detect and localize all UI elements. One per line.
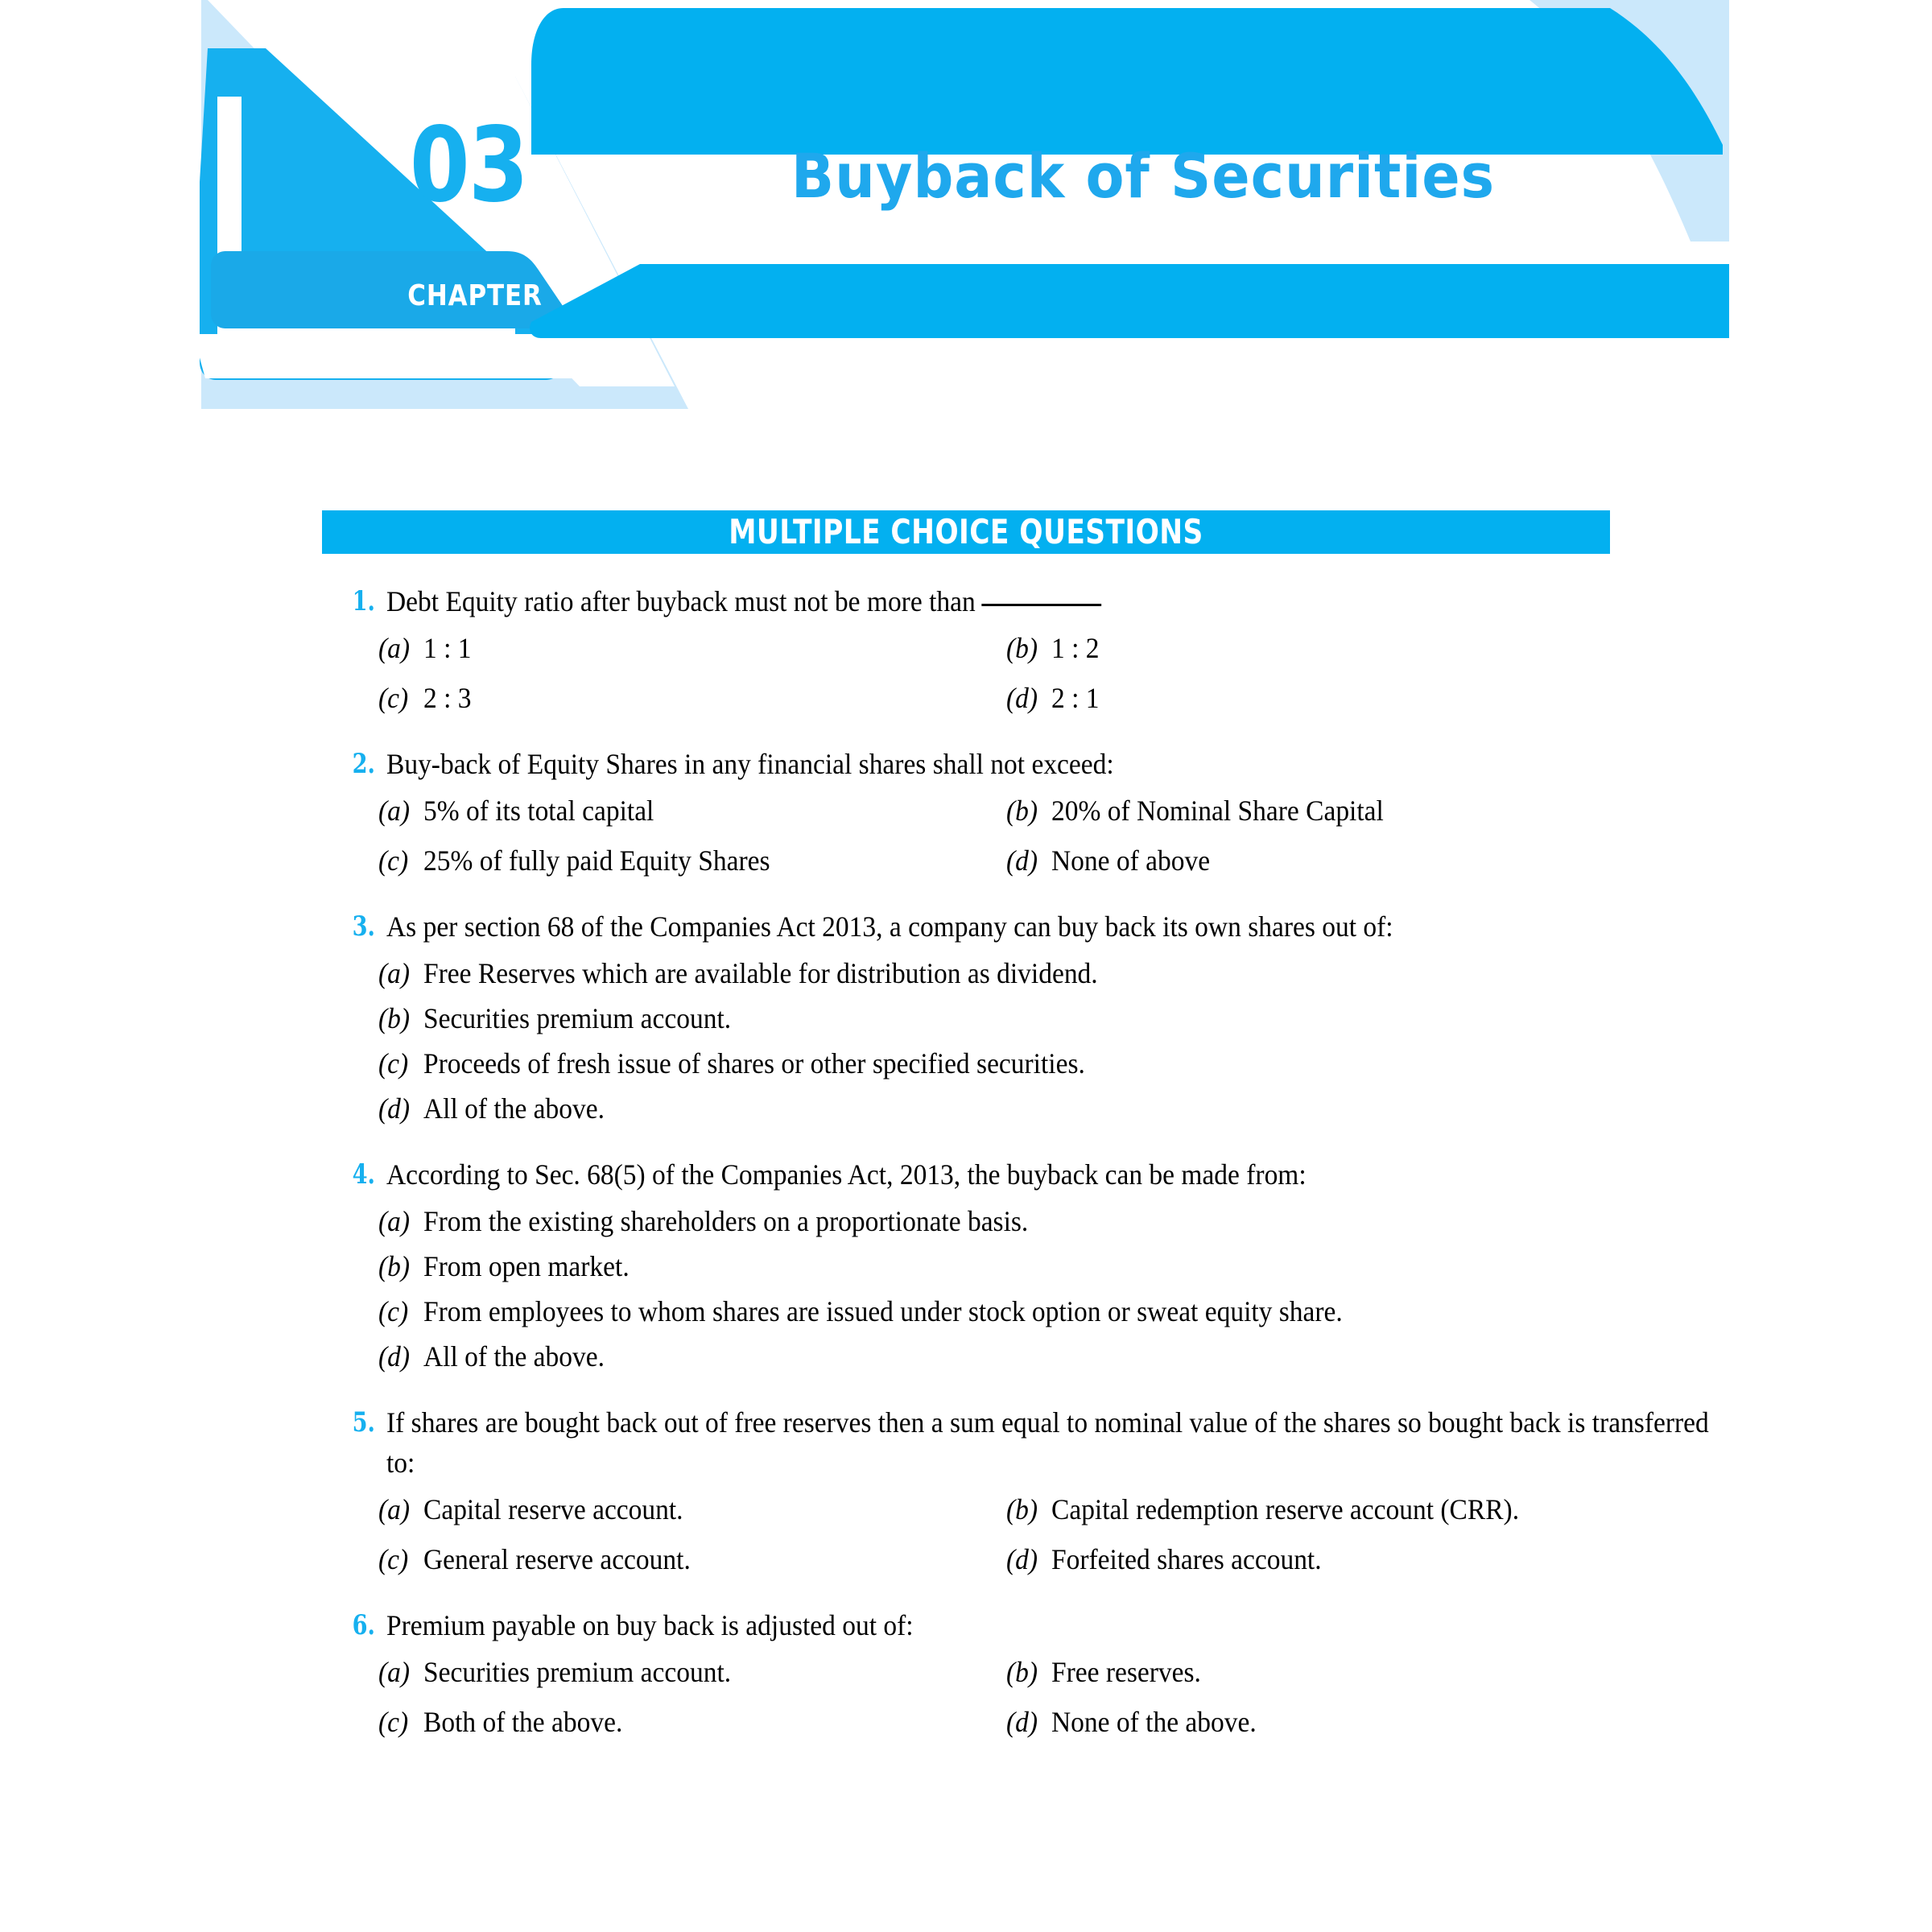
- option-letter: (c): [378, 1295, 409, 1327]
- mcq-option[interactable]: [378, 1290, 1835, 1333]
- option-letter: (b): [1006, 1493, 1038, 1525]
- mcq-option[interactable]: [1006, 1700, 1835, 1744]
- mcq-question: [0, 1402, 1932, 1581]
- option-text: Capital reserve account.: [423, 1493, 683, 1525]
- mcq-option[interactable]: [378, 1488, 1006, 1531]
- question-number: 6.: [352, 1609, 375, 1641]
- option-text: From employees to whom shares are issued under stock option or sweat equity share.: [423, 1295, 1343, 1327]
- option-letter: (c): [378, 682, 409, 714]
- mcq-option[interactable]: [378, 997, 1835, 1040]
- option-text: Free reserves.: [1051, 1656, 1201, 1688]
- option-text: Forfeited shares account.: [1051, 1543, 1322, 1575]
- mcq-option[interactable]: [378, 1650, 1006, 1694]
- option-letter: (d): [1006, 844, 1038, 877]
- question-header: [0, 1154, 1932, 1195]
- option-group: [0, 952, 1932, 1130]
- mcq-option[interactable]: [378, 1199, 1835, 1243]
- banner-graphic: [0, 0, 1932, 451]
- mcq-option[interactable]: [1006, 839, 1835, 882]
- mcq-list: [0, 581, 1932, 1768]
- option-text: 1 : 2: [1051, 632, 1100, 664]
- option-text: From open market.: [423, 1250, 630, 1282]
- option-letter: (d): [378, 1092, 411, 1125]
- option-text: Securities premium account.: [423, 1656, 732, 1688]
- question-header: [0, 1605, 1932, 1645]
- option-letter: (c): [378, 1543, 409, 1575]
- question-number: 1.: [352, 585, 375, 617]
- question-text: According to Sec. 68(5) of the Companies Act, 2013, the buyback can be made from:: [386, 1158, 1307, 1191]
- mcq-option[interactable]: [378, 1245, 1835, 1288]
- question-text: If shares are bought back out of free reserves then a sum equal to nominal value of the shares so bought back is transferred to:: [386, 1406, 1709, 1479]
- mcq-option[interactable]: [1006, 1488, 1835, 1531]
- option-text: 2 : 1: [1051, 682, 1100, 714]
- question-text: As per section 68 of the Companies Act 2013, a company can buy back its own shares out of:: [386, 910, 1393, 943]
- page-title: Buyback of Securities: [791, 140, 1496, 212]
- option-text: Capital redemption reserve account (CRR).: [1051, 1493, 1520, 1525]
- question-number: 5.: [352, 1406, 375, 1439]
- option-text: Proceeds of fresh issue of shares or other specified securities.: [423, 1047, 1085, 1080]
- answer-blank: [981, 604, 1101, 606]
- mcq-option[interactable]: [378, 839, 1006, 882]
- mcq-question: [0, 1605, 1932, 1744]
- banner-bottom-bar: [530, 264, 1729, 338]
- mcq-option[interactable]: [378, 789, 1006, 832]
- option-letter: (d): [378, 1340, 411, 1373]
- question-text: Premium payable on buy back is adjusted out of:: [386, 1609, 914, 1641]
- question-header: [0, 744, 1932, 784]
- option-text: Both of the above.: [423, 1706, 623, 1738]
- option-letter: (c): [378, 844, 409, 877]
- option-letter: (b): [378, 1002, 411, 1034]
- question-header: [0, 906, 1932, 947]
- question-number: 4.: [352, 1158, 375, 1191]
- option-text: From the existing shareholders on a proportionate basis.: [423, 1205, 1029, 1237]
- option-letter: (d): [1006, 1543, 1038, 1575]
- question-header: [0, 581, 1932, 621]
- section-band: [322, 510, 1610, 554]
- option-text: All of the above.: [423, 1340, 605, 1373]
- question-text: Buy-back of Equity Shares in any financial shares shall not exceed:: [386, 748, 1114, 780]
- chapter-banner: [0, 0, 1932, 451]
- question-number: 3.: [352, 910, 375, 943]
- mcq-option[interactable]: [378, 626, 1006, 670]
- option-text: General reserve account.: [423, 1543, 691, 1575]
- option-letter: (a): [378, 795, 411, 827]
- option-letter: (d): [1006, 682, 1038, 714]
- option-letter: (d): [1006, 1706, 1038, 1738]
- mcq-option[interactable]: [378, 1042, 1835, 1085]
- option-text: Free Reserves which are available for distribution as dividend.: [423, 957, 1098, 989]
- mcq-option[interactable]: [1006, 676, 1835, 720]
- option-group: [0, 626, 1932, 720]
- chapter-label: CHAPTER: [407, 279, 543, 312]
- option-text: 2 : 3: [423, 682, 472, 714]
- option-letter: (b): [378, 1250, 411, 1282]
- option-text: 25% of fully paid Equity Shares: [423, 844, 770, 877]
- option-letter: (b): [1006, 1656, 1038, 1688]
- option-text: 5% of its total capital: [423, 795, 654, 827]
- mcq-option[interactable]: [378, 676, 1006, 720]
- option-letter: (a): [378, 1205, 411, 1237]
- mcq-option[interactable]: [1006, 1650, 1835, 1694]
- option-letter: (a): [378, 1656, 411, 1688]
- mcq-question: [0, 744, 1932, 882]
- banner-top-bar: [531, 8, 1723, 155]
- mcq-question: [0, 906, 1932, 1130]
- chapter-number: 03: [409, 105, 528, 225]
- question-header: [0, 1402, 1932, 1483]
- mcq-option[interactable]: [378, 1700, 1006, 1744]
- mcq-question: [0, 581, 1932, 720]
- option-text: Securities premium account.: [423, 1002, 732, 1034]
- mcq-option[interactable]: [378, 952, 1835, 995]
- option-text: All of the above.: [423, 1092, 605, 1125]
- mcq-option[interactable]: [1006, 789, 1835, 832]
- question-text: Debt Equity ratio after buyback must not be more than: [386, 581, 1734, 621]
- option-group: [0, 789, 1932, 882]
- option-letter: (b): [1006, 795, 1038, 827]
- question-number: 2.: [352, 748, 375, 780]
- section-title: MULTIPLE CHOICE QUESTIONS: [729, 512, 1203, 551]
- option-letter: (c): [378, 1047, 409, 1080]
- option-letter: (a): [378, 957, 411, 989]
- option-letter: (b): [1006, 632, 1038, 664]
- mcq-option[interactable]: [378, 1335, 1835, 1378]
- option-group: [0, 1199, 1932, 1378]
- option-text: None of above: [1051, 844, 1211, 877]
- option-letter: (a): [378, 632, 411, 664]
- mcq-option[interactable]: [1006, 626, 1835, 670]
- option-group: [0, 1650, 1932, 1744]
- mcq-option[interactable]: [1006, 1538, 1835, 1581]
- option-text: None of the above.: [1051, 1706, 1257, 1738]
- option-text: 1 : 1: [423, 632, 472, 664]
- option-group: [0, 1488, 1932, 1581]
- mcq-option[interactable]: [378, 1538, 1006, 1581]
- mcq-question: [0, 1154, 1932, 1378]
- option-text: 20% of Nominal Share Capital: [1051, 795, 1384, 827]
- option-letter: (c): [378, 1706, 409, 1738]
- option-letter: (a): [378, 1493, 411, 1525]
- mcq-option[interactable]: [378, 1087, 1835, 1130]
- banner-tab-underline: [193, 334, 620, 378]
